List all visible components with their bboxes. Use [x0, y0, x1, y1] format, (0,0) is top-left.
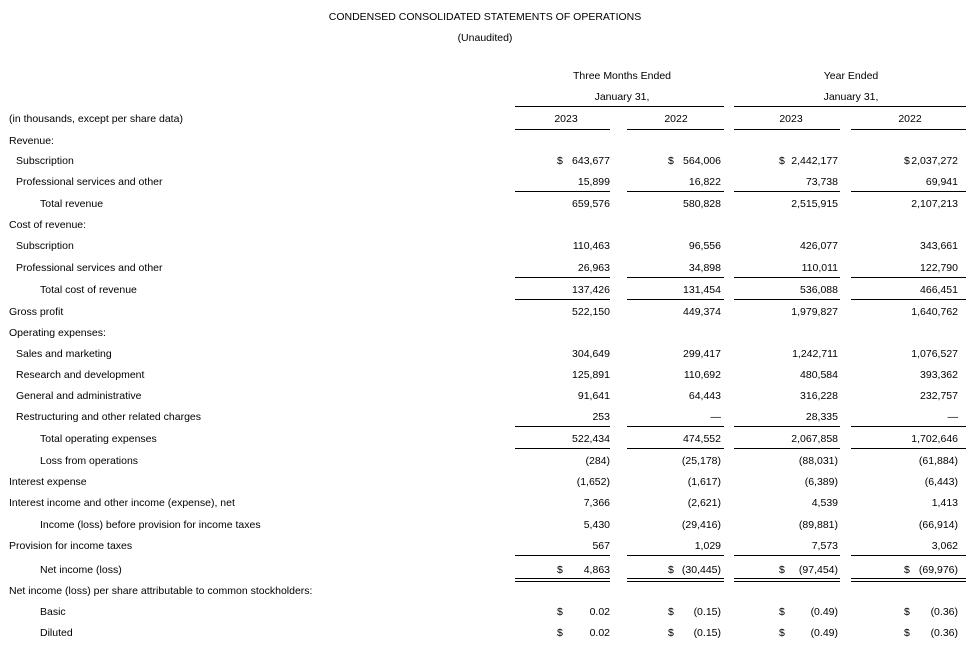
- cell-value: 536,088: [800, 284, 838, 296]
- subtotal-rule: [734, 299, 840, 300]
- subtotal-rule: [515, 555, 610, 556]
- subtotal-rule: [627, 426, 724, 427]
- cell-value: 110,692: [683, 369, 721, 381]
- row-label: Sales and marketing: [16, 348, 112, 360]
- cell-value: (0.36): [930, 627, 958, 639]
- cell-value: (6,443): [924, 476, 958, 488]
- row-label: Total revenue: [40, 198, 104, 210]
- total-double-rule: [851, 578, 966, 582]
- row-label: Research and development: [16, 369, 145, 381]
- cell-value: 659,576: [572, 198, 610, 210]
- cell-value: 449,374: [683, 306, 721, 318]
- row-label: Professional services and other: [16, 176, 163, 188]
- row-label: Operating expenses:: [9, 327, 106, 339]
- row-label: Cost of revenue:: [9, 219, 87, 231]
- cell-value: 580,828: [683, 198, 721, 210]
- currency-symbol: $: [904, 627, 910, 639]
- cell-value: (2,621): [687, 497, 721, 509]
- subtotal-rule: [734, 448, 840, 449]
- cell-value: 122,790: [920, 262, 958, 274]
- cell-value: 480,584: [800, 369, 838, 381]
- cell-value: 26,963: [577, 262, 610, 274]
- cell-value: 1,640,762: [911, 306, 958, 318]
- cell-value: 69,941: [925, 176, 958, 188]
- cell-value: 1,029: [694, 540, 721, 552]
- cell-value: 466,451: [920, 284, 958, 296]
- currency-symbol: $: [904, 155, 910, 167]
- cell-value: —: [947, 411, 958, 423]
- header-rule: [515, 129, 610, 130]
- row-label: Total cost of revenue: [40, 284, 137, 296]
- cell-value: 299,417: [683, 348, 721, 360]
- cell-value: 7,366: [583, 497, 610, 509]
- cell-value: (284): [585, 455, 610, 467]
- cell-value: 7,573: [811, 540, 838, 552]
- row-label: Restructuring and other related charges: [16, 411, 202, 423]
- row-label: Loss from operations: [40, 455, 139, 467]
- cell-value: (89,881): [798, 519, 838, 531]
- cell-value: 110,463: [572, 240, 610, 252]
- row-label: Total operating expenses: [40, 433, 157, 445]
- row-label: Basic: [40, 606, 66, 618]
- currency-symbol: $: [557, 606, 563, 618]
- cell-value: (97,454): [798, 564, 838, 576]
- year-header: 2023: [779, 113, 803, 125]
- cell-value: 2,442,177: [791, 155, 838, 167]
- cell-value: 304,649: [572, 348, 610, 360]
- currency-symbol: $: [668, 155, 674, 167]
- cell-value: (1,652): [576, 476, 610, 488]
- subtotal-rule: [734, 426, 840, 427]
- cell-value: 1,413: [931, 497, 958, 509]
- cell-value: 0.02: [589, 606, 610, 618]
- cell-value: 474,552: [683, 433, 721, 445]
- cell-value: 2,107,213: [911, 198, 958, 210]
- total-double-rule: [515, 578, 610, 582]
- cell-value: (25,178): [681, 455, 721, 467]
- currency-symbol: $: [557, 155, 563, 167]
- cell-value: 110,011: [801, 262, 838, 274]
- cell-value: 1,242,711: [792, 348, 838, 360]
- cell-value: 2,515,915: [791, 198, 838, 210]
- cell-value: 73,738: [805, 176, 838, 188]
- currency-symbol: $: [904, 606, 910, 618]
- header-rule: [851, 129, 966, 130]
- cell-value: 426,077: [800, 240, 838, 252]
- cell-value: 4,863: [583, 564, 610, 576]
- row-label: Professional services and other: [16, 262, 163, 274]
- header-rule: [734, 129, 840, 130]
- subtotal-rule: [734, 191, 840, 192]
- currency-symbol: $: [668, 627, 674, 639]
- currency-symbol: $: [779, 627, 785, 639]
- year-header: 2023: [554, 113, 578, 125]
- cell-value: (30,445): [681, 564, 721, 576]
- subtotal-rule: [515, 299, 610, 300]
- subtotal-rule: [515, 426, 610, 427]
- row-label: General and administrative: [16, 390, 142, 402]
- cell-value: 131,454: [683, 284, 721, 296]
- cell-value: 91,641: [577, 390, 610, 402]
- group-underline: [515, 106, 724, 107]
- cell-value: 1,702,646: [911, 433, 958, 445]
- subtotal-rule: [515, 277, 610, 278]
- cell-value: (0.49): [810, 627, 838, 639]
- row-label: Net income (loss): [40, 564, 122, 576]
- cell-value: (29,416): [681, 519, 721, 531]
- subtotal-rule: [851, 448, 966, 449]
- currency-symbol: $: [904, 564, 910, 576]
- subtotal-rule: [734, 555, 840, 556]
- cell-value: 28,335: [805, 411, 838, 423]
- row-label: Provision for income taxes: [9, 540, 133, 552]
- subtotal-rule: [627, 191, 724, 192]
- cell-value: 2,067,858: [791, 433, 838, 445]
- total-double-rule: [627, 578, 724, 582]
- cell-value: 2,037,272: [911, 155, 958, 167]
- cell-value: 5,430: [583, 519, 610, 531]
- row-label: Interest income and other income (expense), net: [9, 497, 235, 509]
- cell-value: (69,976): [918, 564, 958, 576]
- currency-symbol: $: [779, 155, 785, 167]
- cell-value: 393,362: [920, 369, 958, 381]
- row-label: Income (loss) before provision for income taxes: [40, 519, 261, 531]
- cell-value: 253: [592, 411, 610, 423]
- subtotal-rule: [627, 555, 724, 556]
- row-label: Gross profit: [9, 306, 64, 318]
- currency-symbol: $: [557, 564, 563, 576]
- row-label: Revenue:: [9, 135, 54, 147]
- group-header-year-date: January 31,: [823, 91, 879, 103]
- cell-value: (6,389): [804, 476, 838, 488]
- cell-value: (88,031): [798, 455, 838, 467]
- cell-value: (0.15): [693, 627, 721, 639]
- row-label: Subscription: [16, 155, 74, 167]
- statement-subtitle: (Unaudited): [457, 32, 513, 44]
- cell-value: 0.02: [589, 627, 610, 639]
- cell-value: 15,899: [577, 176, 610, 188]
- currency-symbol: $: [779, 564, 785, 576]
- cell-value: (0.15): [693, 606, 721, 618]
- row-label: Interest expense: [9, 476, 87, 488]
- row-label: Net income (loss) per share attributable to common stockholders:: [9, 585, 313, 597]
- header-rule: [627, 129, 724, 130]
- cell-value: (0.36): [930, 606, 958, 618]
- subtotal-rule: [627, 299, 724, 300]
- group-header-three-months-date: January 31,: [594, 91, 650, 103]
- currency-symbol: $: [779, 606, 785, 618]
- cell-value: 643,677: [572, 155, 610, 167]
- cell-value: 125,891: [572, 369, 610, 381]
- group-header-year: Year Ended: [823, 70, 879, 82]
- cell-value: 522,150: [572, 306, 610, 318]
- subtotal-rule: [851, 555, 966, 556]
- year-header: 2022: [664, 113, 688, 125]
- row-label: Subscription: [16, 240, 74, 252]
- subtotal-rule: [627, 277, 724, 278]
- group-underline: [734, 106, 966, 107]
- cell-value: 96,556: [688, 240, 721, 252]
- group-header-three-months: Three Months Ended: [572, 70, 672, 82]
- cell-value: 522,434: [572, 433, 610, 445]
- subtotal-rule: [851, 299, 966, 300]
- currency-symbol: $: [668, 606, 674, 618]
- cell-value: 16,822: [688, 176, 721, 188]
- cell-value: 567: [592, 540, 610, 552]
- cell-value: 232,757: [920, 390, 958, 402]
- cell-value: 1,979,827: [791, 306, 838, 318]
- cell-value: 1,076,527: [911, 348, 958, 360]
- cell-value: 4,539: [811, 497, 838, 509]
- currency-symbol: $: [668, 564, 674, 576]
- subtotal-rule: [851, 426, 966, 427]
- subtotal-rule: [851, 191, 966, 192]
- subtotal-rule: [851, 277, 966, 278]
- cell-value: (0.49): [810, 606, 838, 618]
- cell-value: (61,884): [918, 455, 958, 467]
- subtotal-rule: [627, 448, 724, 449]
- total-double-rule: [734, 578, 840, 582]
- subtotal-rule: [734, 277, 840, 278]
- cell-value: 3,062: [931, 540, 958, 552]
- cell-value: 343,661: [920, 240, 958, 252]
- units-label: (in thousands, except per share data): [9, 113, 183, 125]
- cell-value: 34,898: [688, 262, 721, 274]
- cell-value: (1,617): [687, 476, 721, 488]
- cell-value: 64,443: [688, 390, 721, 402]
- currency-symbol: $: [557, 627, 563, 639]
- cell-value: (66,914): [918, 519, 958, 531]
- subtotal-rule: [515, 448, 610, 449]
- row-label: Diluted: [40, 627, 73, 639]
- year-header: 2022: [898, 113, 922, 125]
- cell-value: —: [710, 411, 721, 423]
- cell-value: 137,426: [572, 284, 610, 296]
- cell-value: 316,228: [800, 390, 838, 402]
- subtotal-rule: [515, 191, 610, 192]
- statement-title: CONDENSED CONSOLIDATED STATEMENTS OF OPERATIONS: [328, 11, 642, 23]
- cell-value: 564,006: [683, 155, 721, 167]
